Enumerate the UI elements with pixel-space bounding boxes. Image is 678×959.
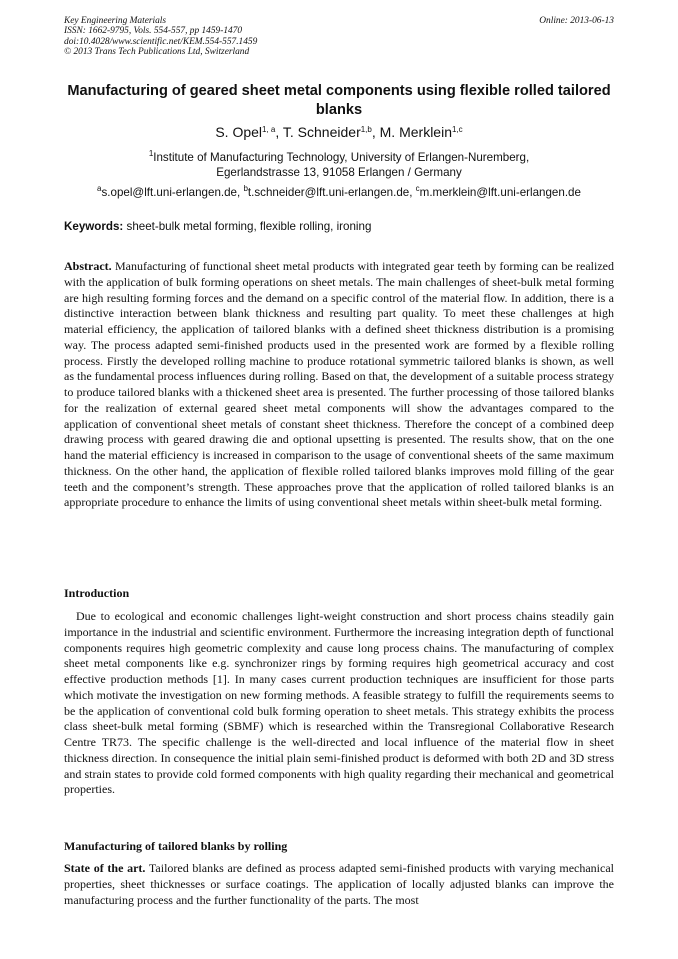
author-list: S. Opel$^{1, a}$, T. Schneider$^{1,b}$, M. Merklein$^{1,c}$ (215, 124, 463, 140)
copyright-line: © 2013 Trans Tech Publications Ltd, Switzerland (64, 47, 250, 58)
state-of-art-text: Tailored blanks are defined as process adapted semi-finished products with varying mechanical properties, sheet thicknesses or surface coatings. The application of locally adjusted blanks can improve the manufacturing process and the further functionality of the parts. The most (64, 861, 614, 907)
abstract-text: Manufacturing of functional sheet metal products with integrated gear teeth by forming can be realized with the application of bulk forming operations on sheet metals. The main challenges of sheet-bulk metal forming are high resulting forming forces and the demand on a specific control of the material flow. In addition, there is a distinctive interaction between blank thickness and resulting part quality. To meet these challenges at high material efficiency, the application of tailored blanks with a defined sheet thickness distribution is a promising way. The process adapted semi-finished products used in the presented work are formed by a flexible rolling process. Firstly the developed rolling machine to produce rotational symmetric tailored blanks is shown, as well as the fundamental process influences during rolling. Based on that, the development of a suitable process strategy to produce tailored blanks with a thickened sheet area is presented. The further processing of those tailored blanks for the realization of external geared sheet metal components will show the advantages compared to the application of conventional sheet metals of constant sheet thickness. Therefore the concept of a combined deep drawing process with geared drawing die and optional upsetting is presented. The results show, that on the one hand the material efficiency is increased in comparison to the usage of conventional sheets of the same maximum thickness. On the other hand, the application of flexible rolled tailored blanks improves mold filling of the gear teeth and the component’s strength. These approaches prove that the application of rolled tailored blanks is an appropriate procedure to enhance the limits of using conventional sheet metals within sheet-bulk metal forming. (64, 259, 614, 510)
author-sup: 1,c (452, 125, 463, 134)
author-name: M. Merklein (379, 124, 452, 140)
email-list: $^a$s.opel@lft.uni-erlangen.de, $^b$t.schneider@lft.uni-erlangen.de, $^c$m.merklein@lft.uni-erlangen.de (97, 184, 581, 199)
introduction-heading: Introduction (64, 586, 130, 600)
email-sup: c (415, 184, 420, 193)
page-header (64, 16, 614, 58)
email-address[interactable]: m.merklein@lft.uni-erlangen.de (419, 186, 581, 199)
manufacturing-heading: Manufacturing of tailored blanks by rolling (64, 839, 288, 853)
email-address[interactable]: s.opel@lft.uni-erlangen.de (101, 186, 238, 199)
keywords (64, 220, 614, 233)
affiliation-line-2: Egerlandstrasse 13, 91058 Erlangen / Germany (216, 166, 462, 179)
journal-name: Key Engineering Materials (64, 16, 167, 26)
affiliation-line-1: Institute of Manufacturing Technology, University of Erlangen-Nuremberg, (153, 151, 530, 164)
email-address[interactable]: t.schneider@lft.uni-erlangen.de (247, 186, 410, 199)
issn-line: ISSN: 1662-9795, Vols. 554-557, pp 1459-1470 (64, 26, 243, 37)
affiliation-sup: 1 (148, 149, 154, 158)
keywords-text: sheet-bulk metal forming, flexible rolling, ironing (126, 220, 372, 233)
author-name: T. Schneider (282, 124, 361, 140)
author-name: S. Opel (215, 124, 263, 140)
email-sup: b (243, 184, 248, 193)
author-sup: 1,b (360, 125, 372, 134)
paper-title: Manufacturing of geared sheet metal components using flexible rolled tailored blanks (67, 83, 611, 118)
state-of-art-paragraph (64, 861, 614, 908)
author-sup: 1, a (262, 125, 276, 134)
affiliation (64, 150, 614, 180)
abstract-label: Abstract. (64, 259, 112, 273)
email-sup: a (97, 184, 102, 193)
keywords-label: Keywords: (64, 220, 124, 233)
online-date: Online: 2013-06-13 (539, 16, 614, 26)
state-of-art-label: State of the art. (64, 861, 146, 875)
abstract (64, 259, 614, 511)
doi-line: doi:10.4028/www.scientific.net/KEM.554-557.1459 (64, 36, 258, 47)
introduction-text: Due to ecological and economic challenges light-weight construction and short process chains steadily gain importance in the industrial and scientific environment. Furthermore the increasing integration depth of functional components requires high geometric complexity and cause long process chains. The manufacturing of complex sheet metal components like e.g. synchronizer rings by forming requires high geometrical accuracy and cost effective production methods [1]. In many cases current production techniques are insufficient for those parts which motivate the investigation on new forming methods. A feasible strategy to fulfill the requirements seems to be the application of conventional cold bulk forming operation to sheet metals. This strategy exhibits the process class sheet-bulk metal forming (SBMF) which is researched within the Transregional Collaborative Research Centre TR73. The specific challenge is the well-directed and local influence of the material flow in sheet thickness direction. In consequence the initial plain semi-finished product is deformed with both 2D and 3D stress and strain states to provide cold formed components with high quality regarding their mechanical and geometrical properties. (64, 609, 614, 797)
